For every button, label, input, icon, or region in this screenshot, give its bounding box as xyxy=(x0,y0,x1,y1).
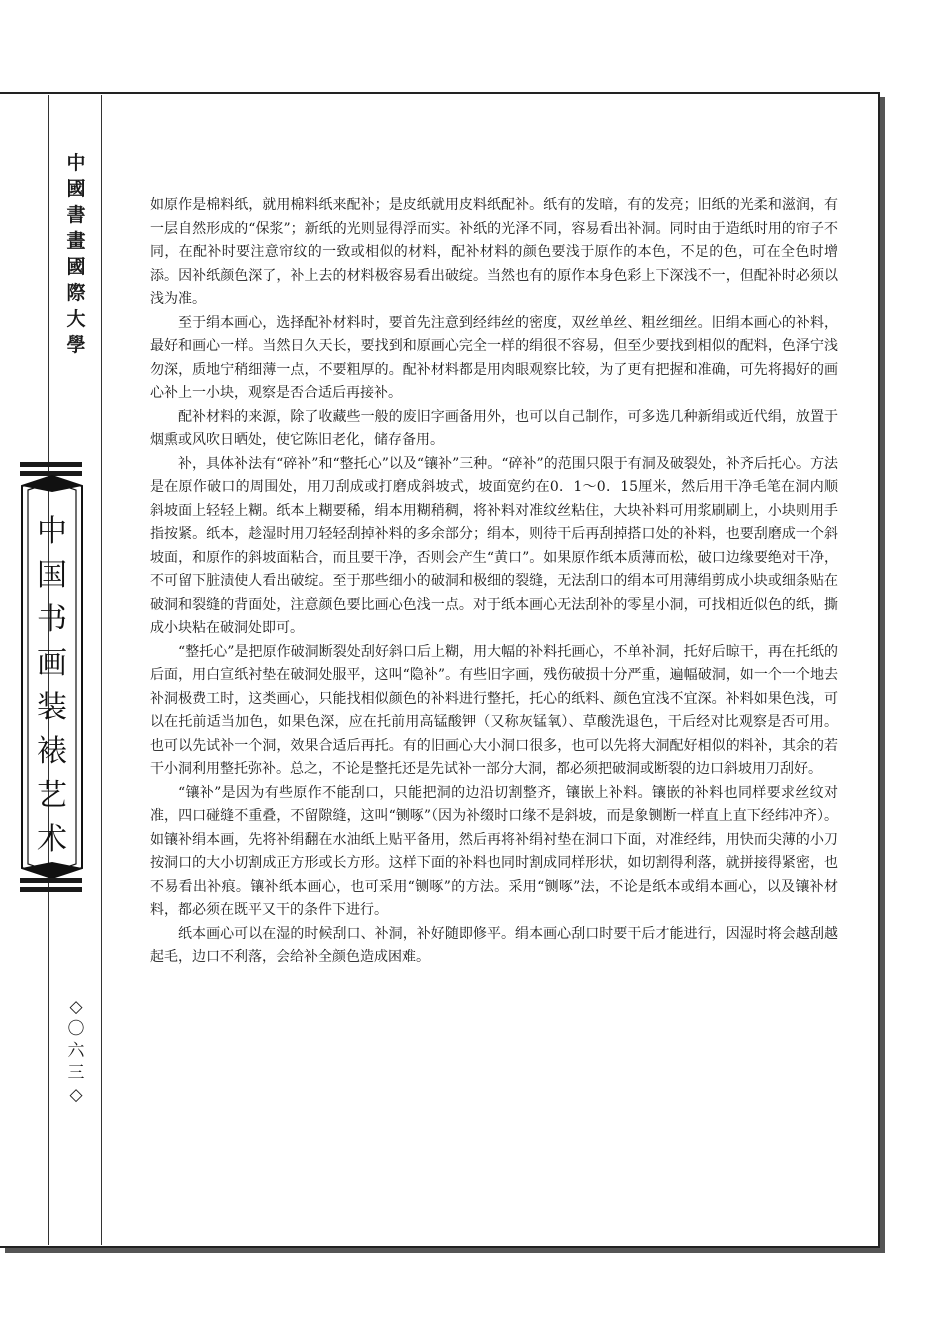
university-char: 書 xyxy=(66,204,86,226)
university-char: 大 xyxy=(66,308,86,330)
page-number-char: 三 xyxy=(67,1063,85,1083)
page-number-ornament: ◇ xyxy=(69,1085,83,1105)
paragraph: “镶补”是因为有些原作不能刮口，只能把洞的边沿切割整齐，镶嵌上补料。镶嵌的补料也同样要求丝纹对准，四口碰缝不重叠，不留隙缝，这叫“铡啄”（因为补缀时口缘不是斜坡，而是象铡断一样直上直下经纬冲齐）。如镶补绢本画，先将补绢翻在水油纸上贴平备用，然后再将补绢衬垫在洞口下面，对准经纬，用快而尖薄的小刀按洞口的大小切割成正方形或长方形。这样下面的补料也同时割成同样形状，如切割得利落，就拼接得紧密，也不易看出补痕。镶补纸本画心，也可采用“铡啄”的方法。采用“铡啄”法，不论是纸本或绢本画心，以及镶补材料，都必须在既平又干的条件下进行。 xyxy=(150,784,838,918)
banner-bottom-bar-2 xyxy=(20,887,82,892)
paragraph: 如原作是棉料纸，就用棉料纸来配补；是皮纸就用皮料纸配补。纸有的发暗，有的发亮；旧纸的光柔和滋润，有一层自然形成的“保浆”；新纸的光则显得浮而实。补纸的光泽不同，容易看出补洞。同时由于造纸时用的帘子不同，在配补时要注意帘纹的一致或相似的材料，配补材料的颜色要浅于原作的本色，不足的色，可在全色时增添。因补纸颜色深了，补上去的材料极容易看出破绽。当然也有的原作本身色彩上下深浅不一，但配补时必须以浅为准。 xyxy=(150,197,838,307)
banner-bottom-bar xyxy=(20,878,82,883)
book-title-char: 裱 xyxy=(37,734,67,769)
page-number-char: 〇 xyxy=(67,1019,85,1039)
book-title-char: 艺 xyxy=(37,778,67,813)
book-title-char: 画 xyxy=(37,646,67,681)
book-title-banner xyxy=(18,462,86,892)
page-number-ornament: ◇ xyxy=(69,997,83,1017)
page-number-char: 六 xyxy=(67,1041,85,1061)
book-title-char: 术 xyxy=(37,822,67,857)
university-char: 學 xyxy=(66,334,86,356)
university-char: 畫 xyxy=(66,230,86,252)
university-char: 中 xyxy=(66,152,86,174)
paragraph: “整托心”是把原作破洞断裂处刮好斜口后上糊，用大幅的补料托画心，不单补洞，托好后晾干，再在托纸的后面，用白宣纸衬垫在破洞处服平，这叫“隐补”。有些旧字画，残伤破损十分严重，遍幅破洞，如一个一个地去补洞极费工时，这类画心，只能找相似颜色的补料进行整托，托心的纸料、颜色宜浅不宜深。补料如果色浅，可以在托前适当加色，如果色深，应在托前用高锰酸钾（又称灰锰氧）、草酸洗退色，干后经对比观察是否可用。也可以先试补一个洞，效果合适后再托。有的旧画心大小洞口很多，也可以先将大洞配好相似的料补，其余的若干小洞利用整托弥补。总之，不论是整托还是先试补一部分大洞，都必须把破洞或断裂的边口斜坡用刀刮好。 xyxy=(150,643,838,777)
book-title-vertical xyxy=(30,510,74,862)
university-char: 國 xyxy=(66,256,86,278)
paragraph: 至于绢本画心，选择配补材料时，要首先注意到经纬丝的密度，双丝单丝、粗丝细丝。旧绢本画心的补料，最好和画心一样。当然日久天长，要找到和原画心完全一样的绢很不容易，但至少要找到相似的配料，色泽宁浅勿深，质地宁稍细薄一点，不要粗厚的。配补材料都是用肉眼观察比较，为了更有把握和准确，可先将揭好的画心补上一小块，观察是否合适后再接补。 xyxy=(150,314,838,401)
page-number-vertical xyxy=(62,996,90,1106)
university-char: 國 xyxy=(66,178,86,200)
book-title-char: 书 xyxy=(37,602,67,637)
book-title-char: 国 xyxy=(37,558,67,593)
university-char: 際 xyxy=(66,282,86,304)
book-title-char: 装 xyxy=(37,690,67,725)
university-name-vertical xyxy=(62,150,90,358)
body-text xyxy=(150,194,838,970)
paragraph: 纸本画心可以在湿的时候刮口、补洞，补好随即修平。绢本画心刮口时要干后才能进行，因湿时将会越刮越起毛，边口不利落，会给补全颜色造成困难。 xyxy=(150,925,838,965)
paragraph: 配补材料的来源，除了收藏些一般的废旧字画备用外，也可以自己制作，可多选几种新绢或近代绢，放置于烟熏或风吹日晒处，使它陈旧老化，储存备用。 xyxy=(150,408,838,448)
book-title-char: 中 xyxy=(37,514,67,549)
paragraph: 补，具体补法有“碎补”和“整托心”以及“镶补”三种。“碎补”的范围只限于有洞及破裂处，补齐后托心。方法是在原作破口的周围处，用刀刮成或打磨成斜坡式，坡面宽约在0．1～0．15厘米，然后用干净毛笔在洞内顺斜坡面上轻轻上糊。纸本上糊要稀，绢本用糊稍稠，将补料对准纹丝粘住，大块补料可用浆刷刷上，小块则用手指按紧。纸本，趁湿时用刀轻轻刮掉补料的多余部分；绢本，则待干后再刮掉搭口处的补料，也要刮磨成一个斜坡面，和原作的斜坡面粘合，而且要干净，否则会产生“黄口”。如果原作纸本质薄而松，破口边缘要绝对干净，不可留下脏渍使人看出破绽。至于那些细小的破洞和极细的裂缝，无法刮口的绢本可用薄绢剪成小块或细条贴在破洞和裂缝的背面处，注意颜色要比画心色浅一点。对于纸本画心无法刮补的零星小洞，可找相近似色的纸，撕成小块粘在破洞处即可。 xyxy=(150,455,838,636)
margin-rule-inner xyxy=(101,95,102,1245)
